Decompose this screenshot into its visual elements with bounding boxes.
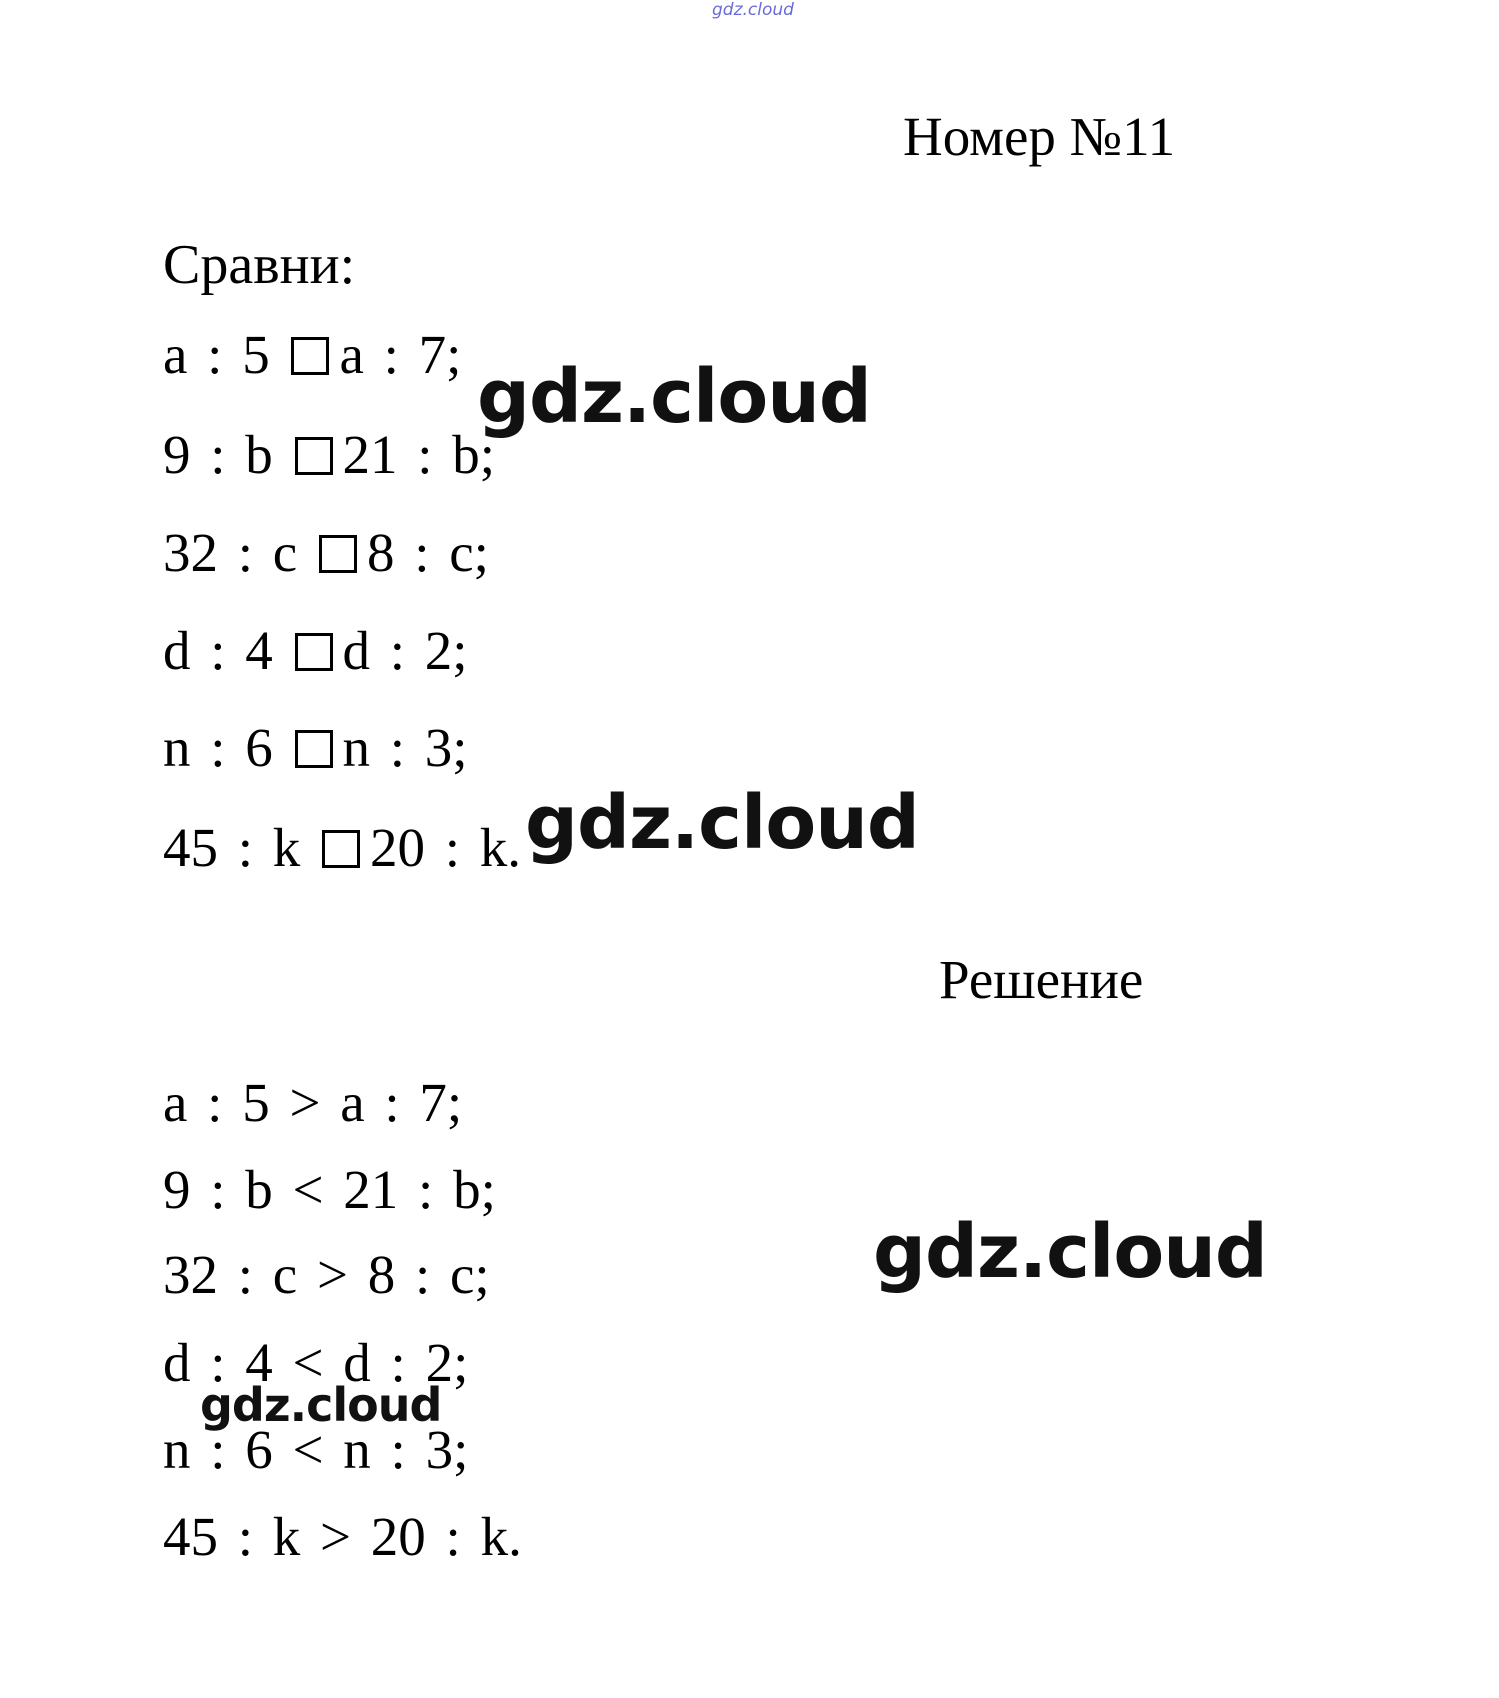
comparison-box: [319, 535, 357, 573]
site-mark[interactable]: gdz.cloud: [712, 0, 794, 20]
comparison-box: [291, 337, 329, 375]
task-left: a : 5: [163, 324, 270, 385]
task-line: [163, 320, 461, 390]
task-right: 20 : k.: [370, 817, 522, 878]
task-right: 21 : b;: [342, 424, 496, 485]
watermark: gdz.cloud: [873, 1209, 1267, 1295]
watermark: gdz.cloud: [477, 354, 871, 440]
watermark: gdz.cloud: [200, 1378, 442, 1432]
task-left: 45 : k: [163, 817, 301, 878]
task-left: n : 6: [163, 717, 273, 778]
task-line: [163, 616, 468, 686]
solution-line: a : 5 > a : 7;: [163, 1072, 463, 1133]
task-label: Сравни:: [163, 234, 356, 296]
solution-line: n : 6 < n : 3;: [163, 1419, 469, 1480]
solution-line: d : 4 < d : 2;: [163, 1332, 469, 1393]
task-line: [163, 713, 468, 783]
task-right: 8 : c;: [366, 522, 489, 583]
task-line: [163, 518, 489, 588]
solution-line: 9 : b < 21 : b;: [163, 1159, 496, 1220]
task-left: 32 : c: [163, 522, 298, 583]
comparison-box: [295, 437, 333, 475]
task-line: [163, 420, 495, 490]
solution-line: 45 : k > 20 : k.: [163, 1506, 522, 1567]
comparison-box: [295, 730, 333, 768]
comparison-box: [295, 633, 333, 671]
watermark: gdz.cloud: [525, 780, 919, 866]
task-left: 9 : b: [163, 424, 273, 485]
task-right: n : 3;: [342, 717, 468, 778]
page-title: Номер №11: [903, 106, 1176, 167]
solution-heading: Решение: [939, 949, 1144, 1010]
comparison-box: [322, 830, 360, 868]
task-left: d : 4: [163, 620, 273, 681]
task-line: [163, 813, 521, 883]
task-right: d : 2;: [342, 620, 468, 681]
task-right: a : 7;: [339, 324, 462, 385]
solution-line: 32 : c > 8 : c;: [163, 1244, 490, 1305]
